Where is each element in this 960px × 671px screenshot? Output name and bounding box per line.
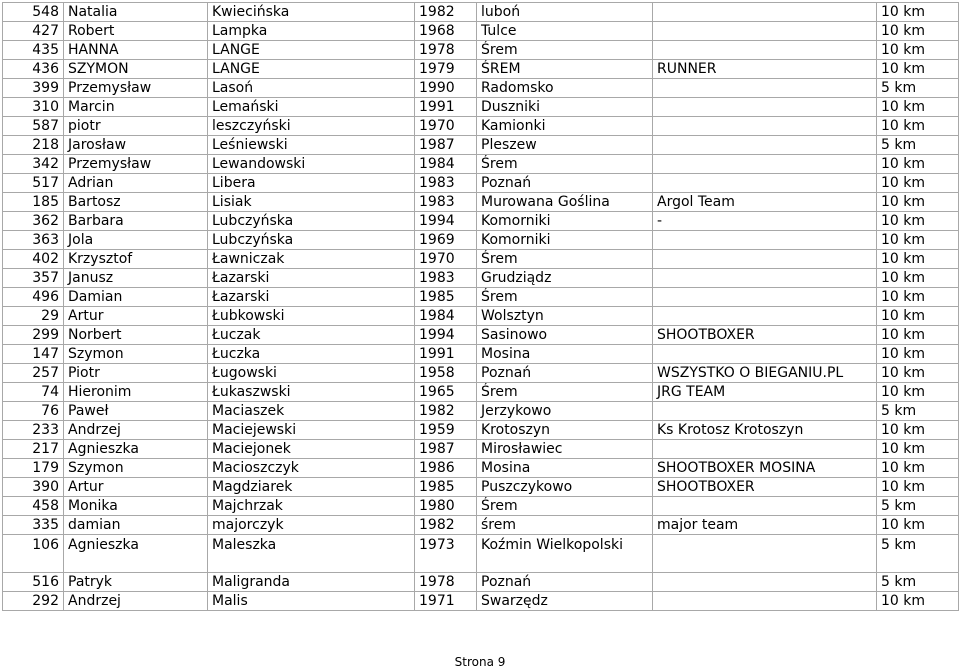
page-number: Strona 9	[454, 655, 506, 669]
bib-number-cell: 74	[3, 383, 64, 402]
club-cell	[653, 117, 877, 136]
table-row	[3, 212, 959, 231]
last-name-cell: Kwiecińska	[208, 3, 415, 22]
birth-year-cell: 1973	[415, 535, 477, 573]
club-cell: Ks Krotosz Krotoszyn	[653, 421, 877, 440]
last-name-cell: Lampka	[208, 22, 415, 41]
city-cell: Śrem	[477, 250, 653, 269]
club-cell: major team	[653, 516, 877, 535]
first-name-cell: Przemysław	[64, 79, 208, 98]
birth-year-cell: 1985	[415, 288, 477, 307]
club-cell	[653, 250, 877, 269]
last-name-cell: Maciejonek	[208, 440, 415, 459]
birth-year-cell: 1983	[415, 193, 477, 212]
table-row	[3, 41, 959, 60]
table-row	[3, 3, 959, 22]
birth-year-cell: 1965	[415, 383, 477, 402]
table-row	[3, 174, 959, 193]
city-cell: Pleszew	[477, 136, 653, 155]
first-name-cell: Marcin	[64, 98, 208, 117]
club-cell	[653, 440, 877, 459]
city-cell: Mosina	[477, 459, 653, 478]
distance-cell: 10 km	[877, 345, 959, 364]
bib-number-cell: 496	[3, 288, 64, 307]
bib-number-cell: 357	[3, 269, 64, 288]
table-row	[3, 383, 959, 402]
city-cell: Śrem	[477, 383, 653, 402]
city-cell: Sasinowo	[477, 326, 653, 345]
distance-cell: 10 km	[877, 326, 959, 345]
distance-cell: 10 km	[877, 250, 959, 269]
city-cell: Poznań	[477, 573, 653, 592]
distance-cell: 10 km	[877, 288, 959, 307]
club-cell: -	[653, 212, 877, 231]
distance-cell: 10 km	[877, 364, 959, 383]
city-cell: Krotoszyn	[477, 421, 653, 440]
bib-number-cell: 548	[3, 3, 64, 22]
city-cell: śrem	[477, 516, 653, 535]
club-cell: SHOOTBOXER MOSINA	[653, 459, 877, 478]
last-name-cell: majorczyk	[208, 516, 415, 535]
birth-year-cell: 1984	[415, 155, 477, 174]
last-name-cell: Maleszka	[208, 535, 415, 573]
first-name-cell: SZYMON	[64, 60, 208, 79]
first-name-cell: damian	[64, 516, 208, 535]
table-row	[3, 136, 959, 155]
distance-cell: 5 km	[877, 402, 959, 421]
bib-number-cell: 233	[3, 421, 64, 440]
birth-year-cell: 1978	[415, 573, 477, 592]
bib-number-cell: 517	[3, 174, 64, 193]
bib-number-cell: 218	[3, 136, 64, 155]
distance-cell: 10 km	[877, 60, 959, 79]
bib-number-cell: 335	[3, 516, 64, 535]
last-name-cell: leszczyński	[208, 117, 415, 136]
city-cell: Jerzykowo	[477, 402, 653, 421]
birth-year-cell: 1991	[415, 98, 477, 117]
table-row	[3, 478, 959, 497]
city-cell: Murowana Goślina	[477, 193, 653, 212]
birth-year-cell: 1959	[415, 421, 477, 440]
club-cell	[653, 79, 877, 98]
table-row	[3, 98, 959, 117]
club-cell	[653, 497, 877, 516]
birth-year-cell: 1970	[415, 250, 477, 269]
first-name-cell: Monika	[64, 497, 208, 516]
city-cell: luboń	[477, 3, 653, 22]
club-cell	[653, 402, 877, 421]
table-row	[3, 117, 959, 136]
club-cell: WSZYSTKO O BIEGANIU.PL	[653, 364, 877, 383]
last-name-cell: Łukaszwski	[208, 383, 415, 402]
distance-cell: 5 km	[877, 497, 959, 516]
bib-number-cell: 29	[3, 307, 64, 326]
birth-year-cell: 1985	[415, 478, 477, 497]
city-cell: Komorniki	[477, 231, 653, 250]
club-cell	[653, 41, 877, 60]
results-table-body	[3, 3, 959, 611]
distance-cell: 10 km	[877, 516, 959, 535]
table-row	[3, 459, 959, 478]
club-cell	[653, 288, 877, 307]
city-cell: Komorniki	[477, 212, 653, 231]
club-cell	[653, 307, 877, 326]
bib-number-cell: 458	[3, 497, 64, 516]
club-cell	[653, 174, 877, 193]
bib-number-cell: 106	[3, 535, 64, 573]
birth-year-cell: 1984	[415, 307, 477, 326]
city-cell: Poznań	[477, 174, 653, 193]
distance-cell: 10 km	[877, 3, 959, 22]
table-row	[3, 326, 959, 345]
birth-year-cell: 1983	[415, 174, 477, 193]
club-cell	[653, 98, 877, 117]
table-row	[3, 269, 959, 288]
distance-cell: 10 km	[877, 22, 959, 41]
table-row	[3, 307, 959, 326]
city-cell: Puszczykowo	[477, 478, 653, 497]
table-row	[3, 345, 959, 364]
last-name-cell: Lewandowski	[208, 155, 415, 174]
birth-year-cell: 1987	[415, 136, 477, 155]
bib-number-cell: 362	[3, 212, 64, 231]
distance-cell: 5 km	[877, 79, 959, 98]
birth-year-cell: 1969	[415, 231, 477, 250]
birth-year-cell: 1982	[415, 3, 477, 22]
bib-number-cell: 342	[3, 155, 64, 174]
city-cell: Poznań	[477, 364, 653, 383]
last-name-cell: Macioszczyk	[208, 459, 415, 478]
birth-year-cell: 1958	[415, 364, 477, 383]
bib-number-cell: 257	[3, 364, 64, 383]
last-name-cell: Maciaszek	[208, 402, 415, 421]
birth-year-cell: 1982	[415, 402, 477, 421]
table-row	[3, 22, 959, 41]
table-row	[3, 79, 959, 98]
city-cell: ŚREM	[477, 60, 653, 79]
birth-year-cell: 1986	[415, 459, 477, 478]
club-cell	[653, 155, 877, 174]
bib-number-cell: 402	[3, 250, 64, 269]
bib-number-cell: 310	[3, 98, 64, 117]
bib-number-cell: 299	[3, 326, 64, 345]
club-cell	[653, 345, 877, 364]
last-name-cell: Majchrzak	[208, 497, 415, 516]
first-name-cell: Jola	[64, 231, 208, 250]
distance-cell: 10 km	[877, 478, 959, 497]
first-name-cell: Natalia	[64, 3, 208, 22]
results-table	[2, 2, 959, 611]
bib-number-cell: 390	[3, 478, 64, 497]
first-name-cell: Andrzej	[64, 592, 208, 611]
birth-year-cell: 1994	[415, 212, 477, 231]
first-name-cell: Norbert	[64, 326, 208, 345]
distance-cell: 5 km	[877, 136, 959, 155]
last-name-cell: Magdziarek	[208, 478, 415, 497]
last-name-cell: Ługowski	[208, 364, 415, 383]
last-name-cell: Maligranda	[208, 573, 415, 592]
first-name-cell: Szymon	[64, 345, 208, 364]
first-name-cell: Piotr	[64, 364, 208, 383]
city-cell: Mosina	[477, 345, 653, 364]
table-row	[3, 421, 959, 440]
city-cell: Radomsko	[477, 79, 653, 98]
first-name-cell: Damian	[64, 288, 208, 307]
distance-cell: 10 km	[877, 592, 959, 611]
table-row	[3, 535, 959, 573]
distance-cell: 10 km	[877, 383, 959, 402]
distance-cell: 10 km	[877, 269, 959, 288]
first-name-cell: Jarosław	[64, 136, 208, 155]
table-row	[3, 516, 959, 535]
last-name-cell: Lemański	[208, 98, 415, 117]
first-name-cell: Patryk	[64, 573, 208, 592]
birth-year-cell: 1983	[415, 269, 477, 288]
last-name-cell: Łazarski	[208, 269, 415, 288]
club-cell: SHOOTBOXER	[653, 478, 877, 497]
first-name-cell: Agnieszka	[64, 440, 208, 459]
bib-number-cell: 516	[3, 573, 64, 592]
distance-cell: 10 km	[877, 231, 959, 250]
bib-number-cell: 399	[3, 79, 64, 98]
distance-cell: 10 km	[877, 174, 959, 193]
first-name-cell: piotr	[64, 117, 208, 136]
city-cell: Śrem	[477, 155, 653, 174]
first-name-cell: Artur	[64, 307, 208, 326]
distance-cell: 5 km	[877, 573, 959, 592]
club-cell	[653, 573, 877, 592]
first-name-cell: Szymon	[64, 459, 208, 478]
distance-cell: 10 km	[877, 307, 959, 326]
bib-number-cell: 587	[3, 117, 64, 136]
birth-year-cell: 1990	[415, 79, 477, 98]
table-row	[3, 402, 959, 421]
birth-year-cell: 1968	[415, 22, 477, 41]
birth-year-cell: 1991	[415, 345, 477, 364]
city-cell: Śrem	[477, 41, 653, 60]
last-name-cell: Łuczka	[208, 345, 415, 364]
city-cell: Śrem	[477, 288, 653, 307]
first-name-cell: Bartosz	[64, 193, 208, 212]
city-cell: Kamionki	[477, 117, 653, 136]
bib-number-cell: 179	[3, 459, 64, 478]
table-row	[3, 288, 959, 307]
table-row	[3, 592, 959, 611]
last-name-cell: Łubkowski	[208, 307, 415, 326]
first-name-cell: Paweł	[64, 402, 208, 421]
first-name-cell: Krzysztof	[64, 250, 208, 269]
club-cell	[653, 3, 877, 22]
distance-cell: 10 km	[877, 117, 959, 136]
birth-year-cell: 1980	[415, 497, 477, 516]
last-name-cell: Maciejewski	[208, 421, 415, 440]
distance-cell: 10 km	[877, 459, 959, 478]
bib-number-cell: 217	[3, 440, 64, 459]
city-cell: Wolsztyn	[477, 307, 653, 326]
last-name-cell: Libera	[208, 174, 415, 193]
bib-number-cell: 147	[3, 345, 64, 364]
birth-year-cell: 1978	[415, 41, 477, 60]
first-name-cell: Adrian	[64, 174, 208, 193]
bib-number-cell: 185	[3, 193, 64, 212]
last-name-cell: Łazarski	[208, 288, 415, 307]
bib-number-cell: 427	[3, 22, 64, 41]
birth-year-cell: 1970	[415, 117, 477, 136]
distance-cell: 10 km	[877, 193, 959, 212]
city-cell: Tulce	[477, 22, 653, 41]
first-name-cell: Agnieszka	[64, 535, 208, 573]
first-name-cell: Artur	[64, 478, 208, 497]
table-row	[3, 155, 959, 174]
distance-cell: 10 km	[877, 41, 959, 60]
last-name-cell: Lasoń	[208, 79, 415, 98]
last-name-cell: Łuczak	[208, 326, 415, 345]
table-row	[3, 60, 959, 79]
table-row	[3, 193, 959, 212]
bib-number-cell: 435	[3, 41, 64, 60]
table-row	[3, 250, 959, 269]
distance-cell: 10 km	[877, 155, 959, 174]
last-name-cell: LANGE	[208, 60, 415, 79]
distance-cell: 10 km	[877, 440, 959, 459]
birth-year-cell: 1979	[415, 60, 477, 79]
club-cell: JRG TEAM	[653, 383, 877, 402]
club-cell: RUNNER	[653, 60, 877, 79]
last-name-cell: Lubczyńska	[208, 212, 415, 231]
distance-cell: 5 km	[877, 535, 959, 573]
bib-number-cell: 292	[3, 592, 64, 611]
last-name-cell: Malis	[208, 592, 415, 611]
first-name-cell: Hieronim	[64, 383, 208, 402]
birth-year-cell: 1987	[415, 440, 477, 459]
club-cell	[653, 535, 877, 573]
last-name-cell: Lisiak	[208, 193, 415, 212]
last-name-cell: LANGE	[208, 41, 415, 60]
club-cell: Argol Team	[653, 193, 877, 212]
birth-year-cell: 1994	[415, 326, 477, 345]
city-cell: Koźmin Wielkopolski	[477, 535, 653, 573]
club-cell	[653, 269, 877, 288]
table-row	[3, 440, 959, 459]
bib-number-cell: 436	[3, 60, 64, 79]
club-cell	[653, 592, 877, 611]
city-cell: Swarzędz	[477, 592, 653, 611]
club-cell	[653, 136, 877, 155]
club-cell: SHOOTBOXER	[653, 326, 877, 345]
first-name-cell: Barbara	[64, 212, 208, 231]
table-row	[3, 364, 959, 383]
distance-cell: 10 km	[877, 421, 959, 440]
city-cell: Mirosławiec	[477, 440, 653, 459]
club-cell	[653, 22, 877, 41]
table-row	[3, 497, 959, 516]
table-row	[3, 573, 959, 592]
table-row	[3, 231, 959, 250]
city-cell: Śrem	[477, 497, 653, 516]
last-name-cell: Leśniewski	[208, 136, 415, 155]
first-name-cell: Robert	[64, 22, 208, 41]
birth-year-cell: 1971	[415, 592, 477, 611]
club-cell	[653, 231, 877, 250]
last-name-cell: Lubczyńska	[208, 231, 415, 250]
distance-cell: 10 km	[877, 98, 959, 117]
bib-number-cell: 363	[3, 231, 64, 250]
first-name-cell: Janusz	[64, 269, 208, 288]
first-name-cell: Andrzej	[64, 421, 208, 440]
city-cell: Duszniki	[477, 98, 653, 117]
birth-year-cell: 1982	[415, 516, 477, 535]
city-cell: Grudziądz	[477, 269, 653, 288]
first-name-cell: Przemysław	[64, 155, 208, 174]
distance-cell: 10 km	[877, 212, 959, 231]
last-name-cell: Ławniczak	[208, 250, 415, 269]
first-name-cell: HANNA	[64, 41, 208, 60]
bib-number-cell: 76	[3, 402, 64, 421]
